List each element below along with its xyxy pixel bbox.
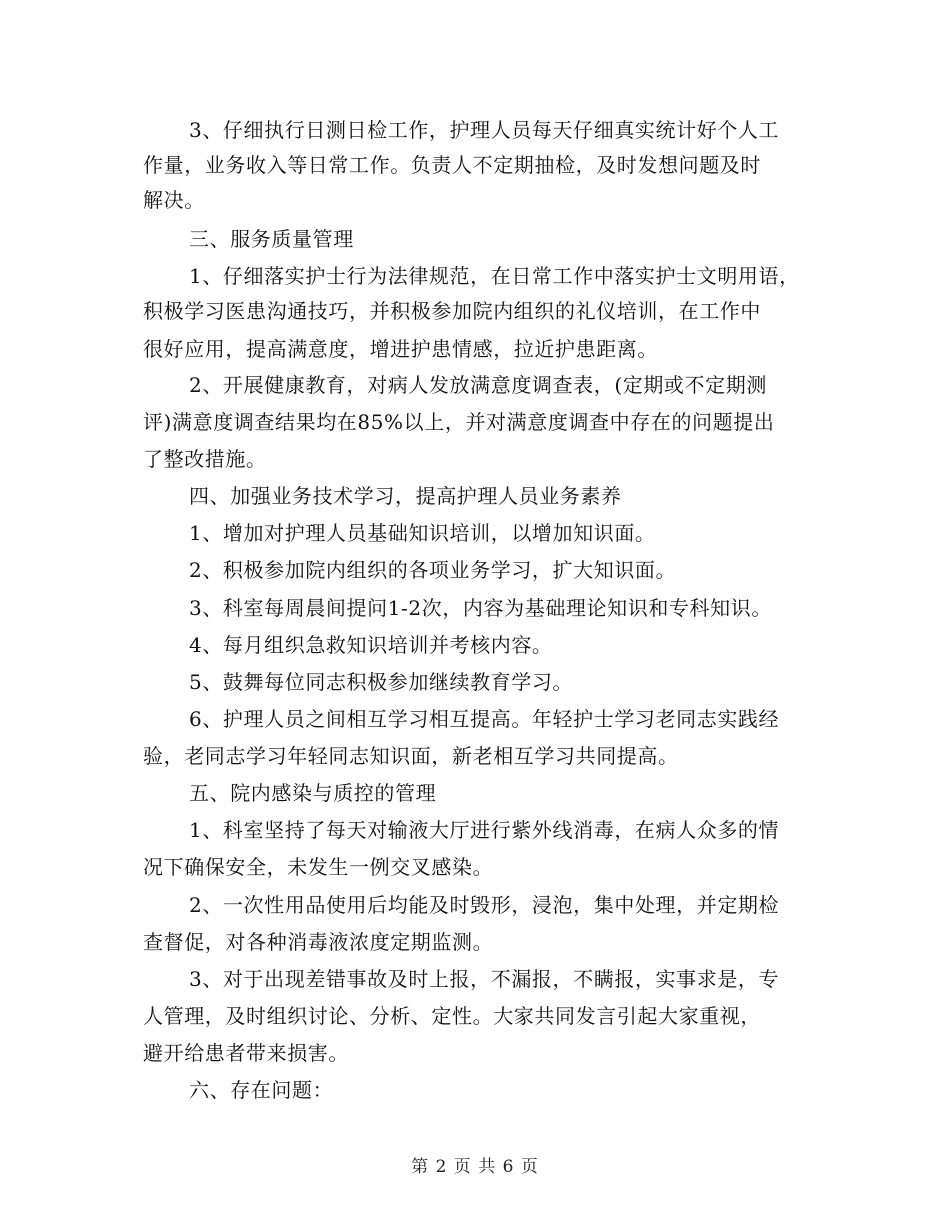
paragraph-line: 况下确保安全，未发生一例交叉感染。: [143, 855, 494, 879]
section-heading: 六、存在问题：: [189, 1078, 334, 1102]
paragraph-line: 人管理，及时组织讨论、分析、定性。大家共同发言引起大家重视，: [143, 1004, 761, 1028]
list-item: 5、鼓舞每位同志积极参加继续教育学习。: [189, 670, 574, 694]
paragraph-line: 评)满意度调查结果均在85%以上，并对满意度调查中存在的问题提出: [143, 410, 775, 434]
paragraph-line: 作量，业务收入等日常工作。负责人不定期抽检，及时发想问题及时: [143, 153, 761, 177]
paragraph-line: 3、仔细执行日测日检工作，护理人员每天仔细真实统计好个人工: [189, 118, 780, 142]
list-item: 1、科室坚持了每天对输液大厅进行紫外线消毒，在病人众多的情: [189, 818, 780, 842]
list-item: 2、一次性用品使用后均能及时毁形，浸泡，集中处理，并定期检: [189, 893, 780, 917]
paragraph-line: 查督促，对各种消毒液浓度定期监测。: [143, 930, 494, 954]
list-item: 4、每月组织急救知识培训并考核内容。: [189, 633, 553, 657]
paragraph-line: 了整改措施。: [143, 447, 267, 471]
paragraph-line: 1、仔细落实护士行为法律规范，在日常工作中落实护士文明用语，: [189, 264, 800, 288]
list-item: 6、护理人员之间相互学习相互提高。年轻护士学习老同志实践经: [189, 707, 780, 731]
section-heading: 五、院内感染与质控的管理: [189, 781, 437, 805]
section-heading: 四、加强业务技术学习，提高护理人员业务素养: [189, 484, 622, 508]
paragraph-line: 验，老同志学习年轻同志知识面，新老相互学习共同提高。: [143, 744, 679, 768]
paragraph-line: 解决。: [143, 188, 205, 212]
paragraph-line: 避开给患者带来损害。: [143, 1041, 349, 1065]
paragraph-line: 很好应用，提高满意度，增进护患情感，拉近护患距离。: [143, 337, 658, 361]
list-item: 3、对于出现差错事故及时上报，不漏报，不瞒报，实事求是，专: [189, 967, 780, 991]
list-item: 1、增加对护理人员基础知识培训，以增加知识面。: [189, 521, 656, 545]
paragraph-line: 积极学习医患沟通技巧，并积极参加院内组织的礼仪培训，在工作中: [143, 299, 761, 323]
list-item: 3、科室每周晨间提问1-2次，内容为基础理论知识和专科知识。: [189, 596, 772, 620]
list-item: 2、积极参加院内组织的各项业务学习，扩大知识面。: [189, 558, 677, 582]
paragraph-line: 2、开展健康教育，对病人发放满意度调查表，(定期或不定期测: [189, 373, 767, 397]
section-heading: 三、服务质量管理: [189, 227, 354, 251]
page-footer: 第 2 页 共 6 页: [411, 1157, 539, 1177]
